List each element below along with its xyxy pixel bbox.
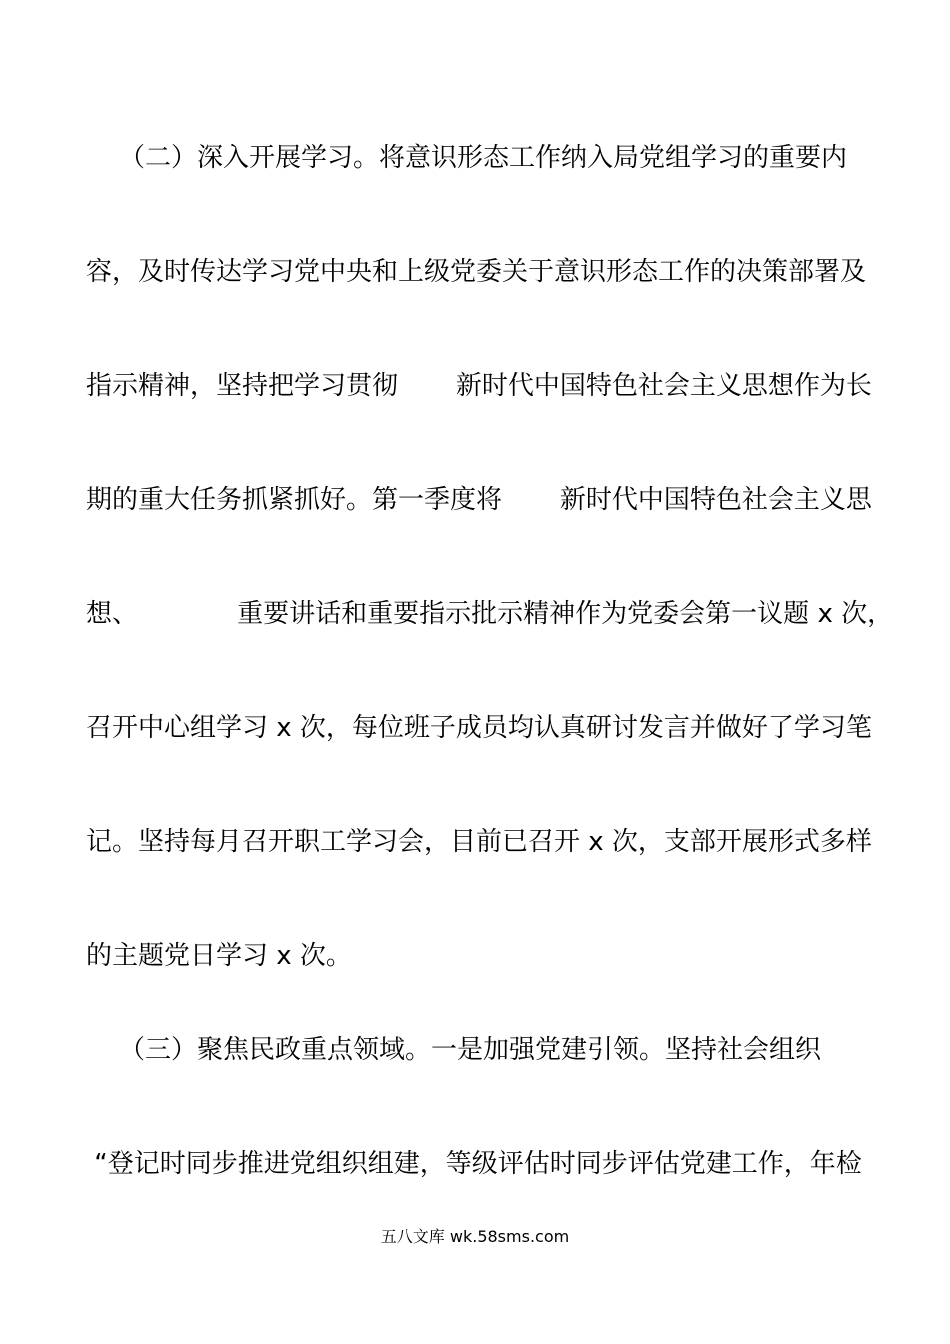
paragraph-line: 容，及时传达学习党中央和上级党委关于意识形态工作的决策部署及: [86, 257, 867, 287]
paragraph-line: 想、 重要讲话和重要指示批示精神作为党委会第一议题 x 次，: [86, 599, 894, 629]
paragraph-line: 期的重大任务抓紧抓好。第一季度将 新时代中国特色社会主义思: [86, 485, 872, 515]
paragraph-line: （三）聚焦民政重点领域。一是加强党建引领。坚持社会组织: [86, 1035, 822, 1065]
paragraph-line: 指示精神，坚持把学习贯彻 新时代中国特色社会主义思想作为长: [86, 371, 872, 401]
paragraph-line: 的主题党日学习 x 次。: [86, 941, 352, 971]
paragraph-line: 召开中心组学习 x 次，每位班子成员均认真研讨发言并做好了学习笔: [86, 713, 872, 743]
paragraph-line: 记。坚持每月召开职工学习会，目前已召开 x 次，支部开展形式多样: [86, 827, 872, 857]
footer-watermark: 五八文库 wk.58sms.com: [380, 1227, 570, 1246]
paragraph-line: （二）深入开展学习。将意识形态工作纳入局党组学习的重要内: [86, 143, 848, 173]
paragraph-line: “登记时同步推进党组织组建，等级评估时同步评估党建工作，年检: [86, 1149, 862, 1179]
